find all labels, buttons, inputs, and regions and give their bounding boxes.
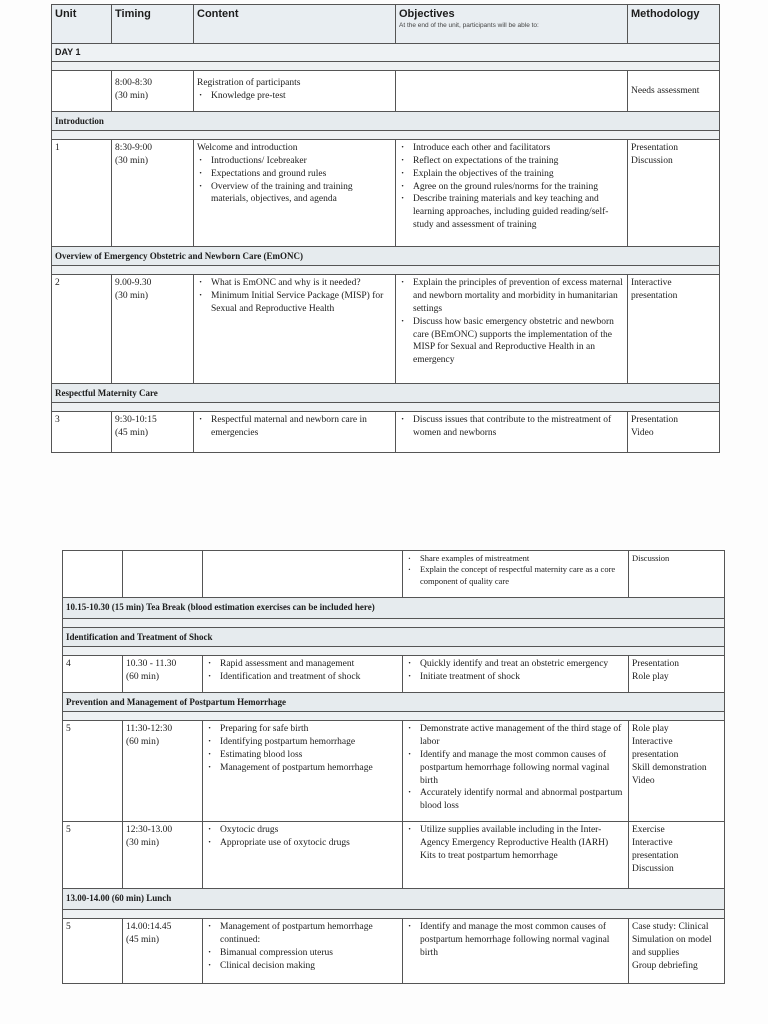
timing-cell: 8:30-9:00 (30 min) [112,140,194,247]
lunch-label: 13.00-14.00 (60 min) Lunch [63,889,725,910]
section-row [52,112,720,131]
unit-cell: 3 [52,412,112,453]
timing-cell: 11:30-12:30 (60 min) [123,721,203,822]
table-row [63,721,725,822]
section-row [52,247,720,266]
objectives-cell: · Quickly identify and treat an obstetric emergency · Initiate treatment of shock [403,656,629,693]
method-cell: Presentation Role play [629,656,725,693]
section-title: Overview of Emergency Obstetric and Newborn Care (EmONC) [52,247,720,266]
method-cell: Case study: Clinical Simulation on model and supplies Group debriefing [629,919,725,984]
method-cell: Role play Interactive presentation Skill demonstration Video [629,721,725,822]
day-row [52,44,720,62]
objectives-cell: · Demonstrate active management of the third stage of labor · Identify and manage the most common causes of postpartum hemorrhage following normal vaginal birth · Accurately identify normal and abnormal postpartum blood loss [403,721,629,822]
method-cell: Interactive presentation [628,275,720,384]
method-cell: Presentation Discussion [628,140,720,247]
method-cell: Needs assessment [628,71,720,112]
page-1 [51,4,719,453]
method-cell: Exercise Interactive presentation Discussion [629,822,725,889]
header-unit: Unit [52,5,112,44]
content-cell: · Preparing for safe birth · Identifying postpartum hemorrhage · Estimating blood loss · Management of postpartum hemorrhage [203,721,403,822]
unit-cell: 1 [52,140,112,247]
schedule-table-1 [51,4,720,453]
table-row [63,919,725,984]
objectives-cell: · Introduce each other and facilitators · Reflect on expectations of the training · Explain the objectives of the training · Agree on the ground rules/norms for the training · Describe training materials and key teaching and learning approaches, including guided reading/self-study and assessment of training [396,140,628,247]
method-cell: Presentation Video [628,412,720,453]
content-cell: Registration of participants · Knowledge pre-test [194,71,396,112]
timing-cell: 9.00-9.30 (30 min) [112,275,194,384]
header-objectives [396,5,628,44]
unit-cell: 2 [52,275,112,384]
content-cell: · Oxytocic drugs · Appropriate use of oxytocic drugs [203,822,403,889]
day-label: DAY 1 [52,44,720,62]
method-cell: Discussion [629,551,725,598]
header-content: Content [194,5,396,44]
table-row [63,656,725,693]
section-row [63,693,725,712]
table-row [52,71,720,112]
timing-cell: 8:00-8:30 (30 min) [112,71,194,112]
lunch-row [63,889,725,910]
content-cell: · Respectful maternal and newborn care in emergencies [194,412,396,453]
objectives-cell: · Utilize supplies available including in the Inter-Agency Emergency Reproductive Health (IARH) Kits to treat postpartum hemorrhage [403,822,629,889]
table-row [52,412,720,453]
timing-cell: 9:30-10:15 (45 min) [112,412,194,453]
unit-cell: 5 [63,822,123,889]
section-title: Identification and Treatment of Shock [63,628,725,647]
table-row [52,140,720,247]
section-title: Respectful Maternity Care [52,384,720,403]
header-objectives-sub: At the end of the unit, participants will be able to: [399,21,539,29]
tea-break-label: 10.15-10.30 (15 min) Tea Break (blood estimation exercises can be included here) [63,598,725,619]
content-cell: · Management of postpartum hemorrhage continued: · Bimanual compression uterus · Clinical decision making [203,919,403,984]
content-cell: · What is EmONC and why is it needed? · Minimum Initial Service Package (MISP) for Sexual and Reproductive Health [194,275,396,384]
unit-cell: 5 [63,919,123,984]
objectives-cell: · Identify and manage the most common causes of postpartum hemorrhage following normal vaginal birth [403,919,629,984]
unit-cell: 4 [63,656,123,693]
objectives-cell: · Discuss issues that contribute to the mistreatment of women and newborns [396,412,628,453]
timing-cell: 12:30-13.00 (30 min) [123,822,203,889]
page-2 [62,550,724,984]
timing-cell: 10.30 - 11.30 (60 min) [123,656,203,693]
table-row [63,822,725,889]
header-methodology: Methodology [628,5,720,44]
table-row [63,551,725,598]
schedule-table-2 [62,550,725,984]
timing-cell: 14.00:14.45 (45 min) [123,919,203,984]
unit-cell: 5 [63,721,123,822]
objectives-cell: · Explain the principles of prevention of excess maternal and newborn mortality and morbidity in humanitarian settings · Discuss how basic emergency obstetric and newborn care (BEmONC) supports the implementation of the MISP for Sexual and Reproductive Health in an emergency [396,275,628,384]
header-row [52,5,720,44]
break-row [63,598,725,619]
section-title: Introduction [52,112,720,131]
table-row [52,275,720,384]
section-row [63,628,725,647]
header-objectives-label: Objectives [399,8,455,20]
section-row [52,384,720,403]
section-title: Prevention and Management of Postpartum Hemorrhage [63,693,725,712]
content-cell: Welcome and introduction · Introductions/ Icebreaker · Expectations and ground rules · Overview of the training and training materials, objectives, and agenda [194,140,396,247]
header-timing: Timing [112,5,194,44]
content-cell: · Rapid assessment and management · Identification and treatment of shock [203,656,403,693]
objectives-cell: · Share examples of mistreatment · Explain the concept of respectful maternity care as a core component of quality care [403,551,629,598]
